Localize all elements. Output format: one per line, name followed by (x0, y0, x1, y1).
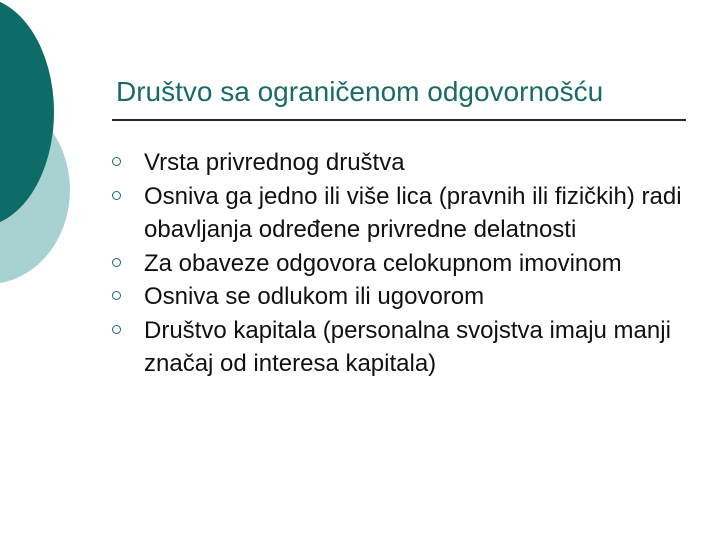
bullet-text: Za obaveze odgovora celokupnom imovinom (144, 249, 622, 277)
bullet-circle-icon (112, 258, 121, 267)
bullet-item (112, 247, 692, 281)
bullet-text: Vrsta privrednog društva (144, 149, 405, 176)
slide-title: Društvo sa ograničenom odgovornošću (116, 76, 604, 107)
bullet-circle-icon (112, 157, 121, 166)
bullet-item (112, 314, 692, 381)
bullet-text: Društvo kapitala (personalna svojstva imaju manji značaj od interesa kapitala) (144, 316, 671, 377)
bullet-list (112, 146, 692, 381)
bullet-text: Osniva se odlukom ili ugovorom (144, 283, 485, 310)
bullet-item (112, 180, 692, 247)
bullet-circle-icon (112, 291, 121, 300)
bullet-item (112, 146, 692, 180)
bullet-circle-icon (112, 325, 121, 334)
bullet-text: Osniva ga jedno ili više lica (pravnih ili fizičkih) radi obavljanja određene privredne delatnosti (144, 182, 682, 243)
bullet-circle-icon (112, 191, 121, 200)
bullet-item (112, 280, 692, 314)
title-divider (112, 119, 686, 121)
